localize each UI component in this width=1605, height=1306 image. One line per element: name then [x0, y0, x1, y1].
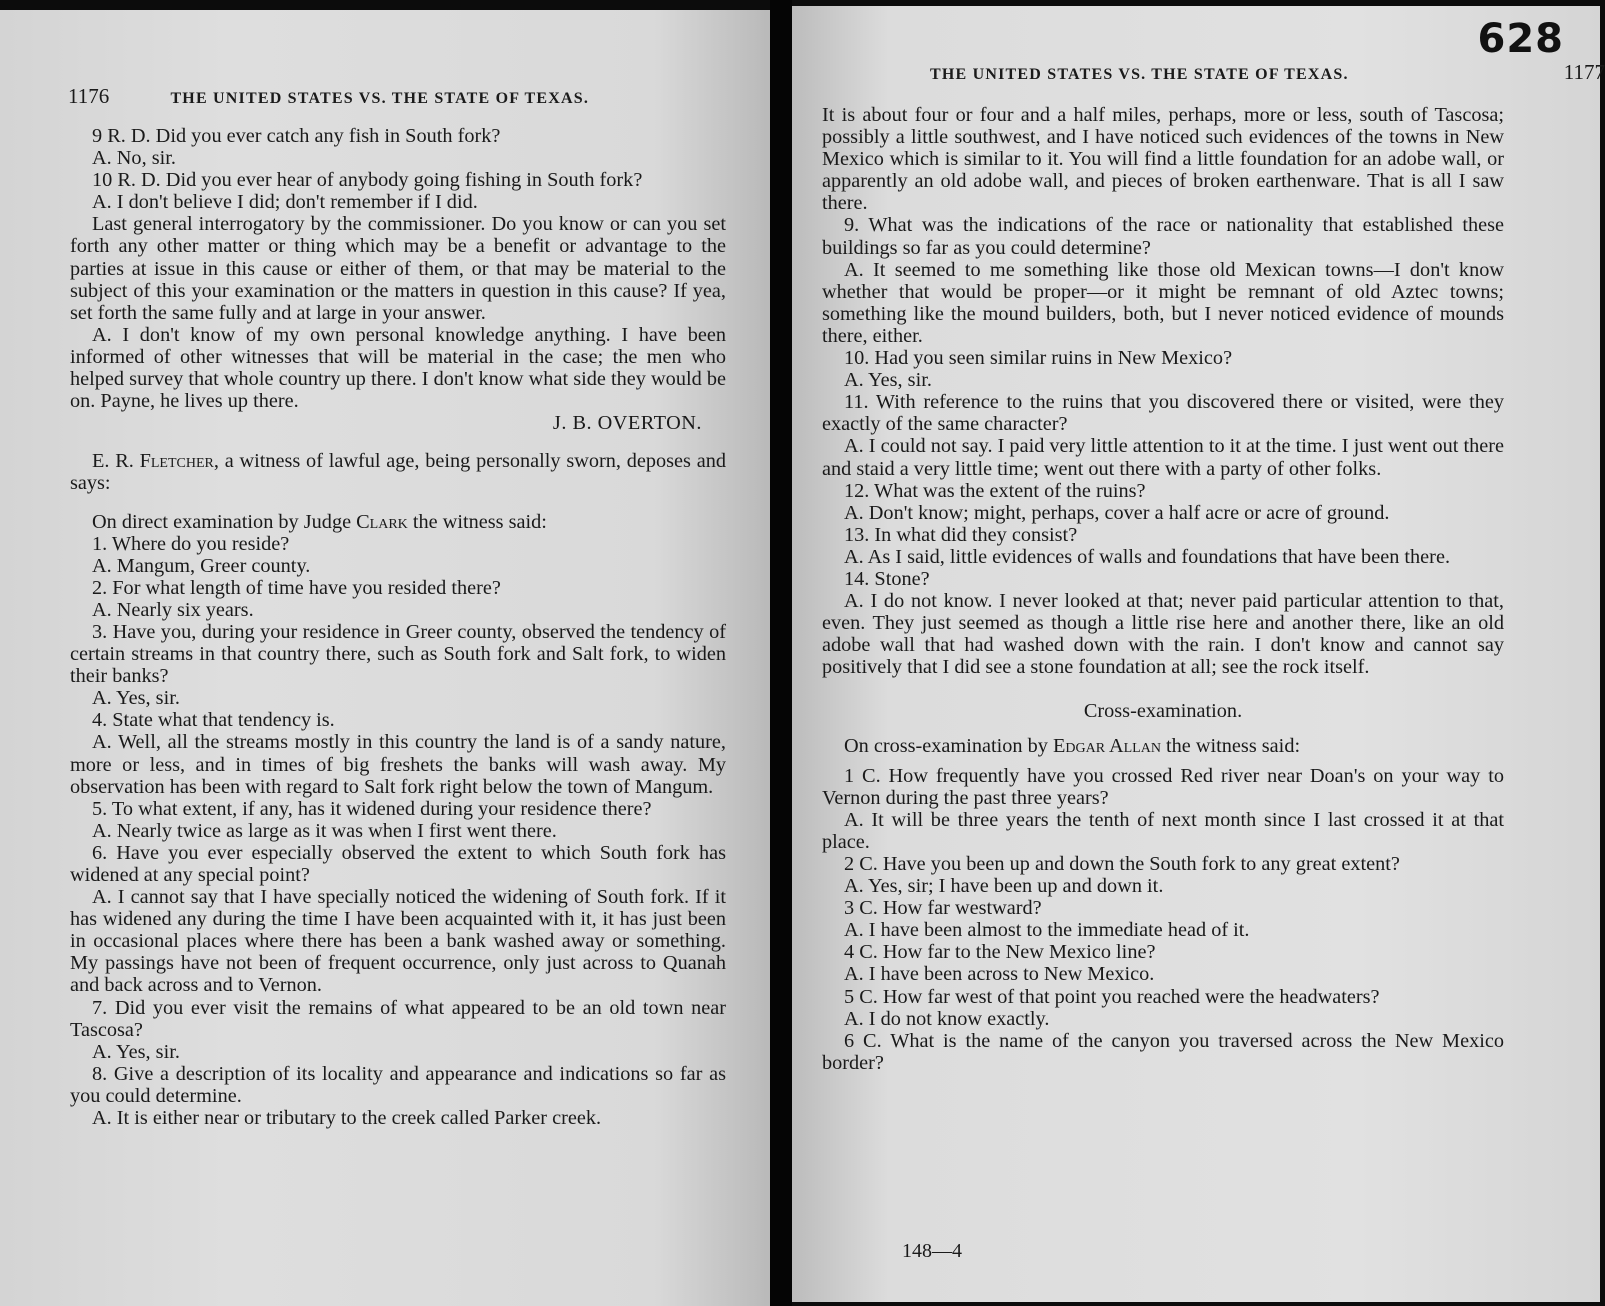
- paragraph: 9 R. D. Did you ever catch any fish in South fork?: [92, 125, 501, 147]
- question: 9. What was the indications of the race or nationality that established these buildings so far as you could determine?: [822, 214, 1504, 259]
- answer: A. Nearly twice as large as it was when I first went there.: [92, 819, 557, 842]
- answer: A. Yes, sir.: [92, 1040, 180, 1063]
- answer: A. I could not say. I paid very little attention to it at the time. I just went out there and staid a very little time; went out there with a party of other folks.: [822, 435, 1504, 480]
- answer: A. I do not know. I never looked at that; never paid particular attention to that, even. They just seemed as though a little rise here and another there, like an old adobe wall that had washed down with the rain. I don't know and cannot say positively that I did see a stone foundation at all; see the rock itself.: [822, 590, 1504, 679]
- examiner-name: Clark: [356, 510, 408, 533]
- answer: A. Mangum, Greer county.: [92, 554, 311, 577]
- question: 3. Have you, during your residence in Greer county, observed the tendency of certain streams in that country there, such as South fork and Salt fork, to widen their banks?: [70, 620, 726, 688]
- running-head-right: [930, 60, 1605, 84]
- page-number-right: 1177: [1563, 60, 1605, 84]
- paragraph: Last general interrogatory by the commissioner. Do you know or can you set forth any other matter or thing which may be a benefit or advantage to the parties at issue in this cause or either of them, or that may be material to the subject of this your examination or the matters in question in this cause? If yea, set forth the same fully and at large in your answer.: [70, 213, 726, 324]
- right-body-text: [822, 104, 1504, 1074]
- question: 7. Did you ever visit the remains of what appeared to be an old town near Tascosa?: [70, 996, 726, 1041]
- answer: A. I cannot say that I have specially noticed the widening of South fork. If it has widened any during the time I have been acquainted with it, it has just been in occasional places where there has been a bank washed away or something. My passings have not been of frequent occurrence, only just across to Quanah and back across and to Vernon.: [70, 886, 726, 997]
- answer: A. Yes, sir; I have been up and down it.: [844, 875, 1164, 898]
- witness-signature: J. B. OVERTON.: [552, 412, 702, 435]
- paragraph: 10 R. D. Did you ever hear of anybody going fishing in South fork?: [92, 169, 643, 192]
- question: 5 C. How far west of that point you reached were the headwaters?: [844, 985, 1380, 1008]
- paragraph: A. No, sir.: [92, 147, 176, 170]
- direct-exam-text: On direct examination by Judge: [92, 510, 357, 533]
- running-title-right: THE UNITED STATES VS. THE STATE OF TEXAS.: [930, 66, 1349, 83]
- question: 12. What was the extent of the ruins?: [844, 479, 1146, 502]
- cross-exam-text: On cross-examination by: [844, 734, 1053, 757]
- question: 6 C. What is the name of the canyon you traversed across the New Mexico border?: [822, 1029, 1504, 1074]
- question: 2. For what length of time have you resided there?: [92, 576, 501, 599]
- signature-mark: 148—4: [902, 1240, 962, 1262]
- page-number-left: 1176: [68, 84, 110, 108]
- question: 2 C. Have you been up and down the South fork to any great extent?: [844, 853, 1400, 875]
- cross-examiner-name: Edgar Allan: [1052, 734, 1161, 757]
- paragraph: A. I don't believe I did; don't remember if I did.: [92, 191, 478, 214]
- answer: A. Well, all the streams mostly in this country the land is of a sandy nature, more or less, and in times of big freshets the banks will wash away. My observation has been with regard to Salt fork right below the town of Mangum.: [70, 731, 726, 798]
- direct-exam-text-end: the witness said:: [407, 510, 547, 533]
- answer: A. Nearly six years.: [92, 598, 254, 621]
- question: 10. Had you seen similar ruins in New Mexico?: [844, 347, 1233, 370]
- right-page: [792, 6, 1605, 1302]
- cross-exam-heading: Cross-examination.: [1083, 700, 1243, 723]
- answer: A. It seemed to me something like those old Mexican towns—I don't know whether that would be proper—or it might be remnant of old Aztec towns; something like the mound builders, both, but I never noticed evidence of mounds there, either.: [822, 258, 1504, 347]
- witness-name: E. R. Fletcher: [92, 450, 214, 473]
- question: 5. To what extent, if any, has it widened during your residence there?: [92, 797, 652, 820]
- question: 1 C. How frequently have you crossed Red river near Doan's on your way to Vernon during the past three years?: [822, 764, 1504, 809]
- answer: A. I do not know exactly.: [844, 1007, 1050, 1030]
- question: 1. Where do you reside?: [92, 532, 290, 555]
- left-page: [0, 10, 770, 1306]
- archive-stamp-number: 628: [1477, 16, 1564, 62]
- running-head-left: [68, 84, 638, 109]
- answer: A. As I said, little evidences of walls and foundations that have been there.: [844, 545, 1451, 568]
- answer: A. Yes, sir.: [844, 369, 932, 392]
- cross-exam-intro: [822, 735, 1504, 757]
- question: 14. Stone?: [844, 567, 930, 590]
- direct-exam-intro: [70, 511, 726, 533]
- answer: A. It will be three years the tenth of next month since I last crossed it at that place.: [822, 808, 1504, 853]
- question: 6. Have you ever especially observed the extent to which South fork has widened at any special point?: [70, 841, 726, 886]
- question: 4. State what that tendency is.: [92, 709, 335, 732]
- answer: A. Yes, sir.: [92, 687, 180, 710]
- paragraph: A. I don't know of my own personal knowledge anything. I have been informed of other witnesses that will be material in the case; the men who helped survey that whole country up there. I don't know what side they would be on. Payne, he lives up there.: [70, 323, 726, 413]
- running-title-left: THE UNITED STATES VS. THE STATE OF TEXAS.: [170, 90, 590, 107]
- question: 13. In what did they consist?: [844, 523, 1078, 546]
- witness-intro: [70, 450, 726, 494]
- answer: A. Don't know; might, perhaps, cover a half acre or acre of ground.: [844, 501, 1390, 524]
- question: 3 C. How far westward?: [844, 897, 1042, 920]
- question: 11. With reference to the ruins that you discovered there or visited, were they exactly of the same character?: [822, 391, 1504, 436]
- paragraph: It is about four or four and a half miles, perhaps, more or less, south of Tascosa; possibly a little southwest, and I have noticed such evidences of the towns in New Mexico which is similar to it. You will find a little foundation for an adobe wall, or apparently an old adobe wall, and pieces of broken earthenware. That is all I saw there.: [822, 104, 1504, 215]
- answer: A. It is either near or tributary to the creek called Parker creek.: [92, 1107, 602, 1130]
- question: 4 C. How far to the New Mexico line?: [844, 941, 1156, 964]
- question: 8. Give a description of its locality and appearance and indications so far as you could determine.: [70, 1062, 726, 1107]
- book-gutter: [770, 0, 792, 1306]
- witness-intro-text: , a witness of lawful age, being personally sworn, deposes and says:: [70, 450, 726, 495]
- answer: A. I have been across to New Mexico.: [844, 963, 1155, 986]
- answer: A. I have been almost to the immediate head of it.: [844, 919, 1250, 942]
- cross-exam-text-end: the witness said:: [1160, 734, 1301, 757]
- left-body-text: [70, 125, 726, 1129]
